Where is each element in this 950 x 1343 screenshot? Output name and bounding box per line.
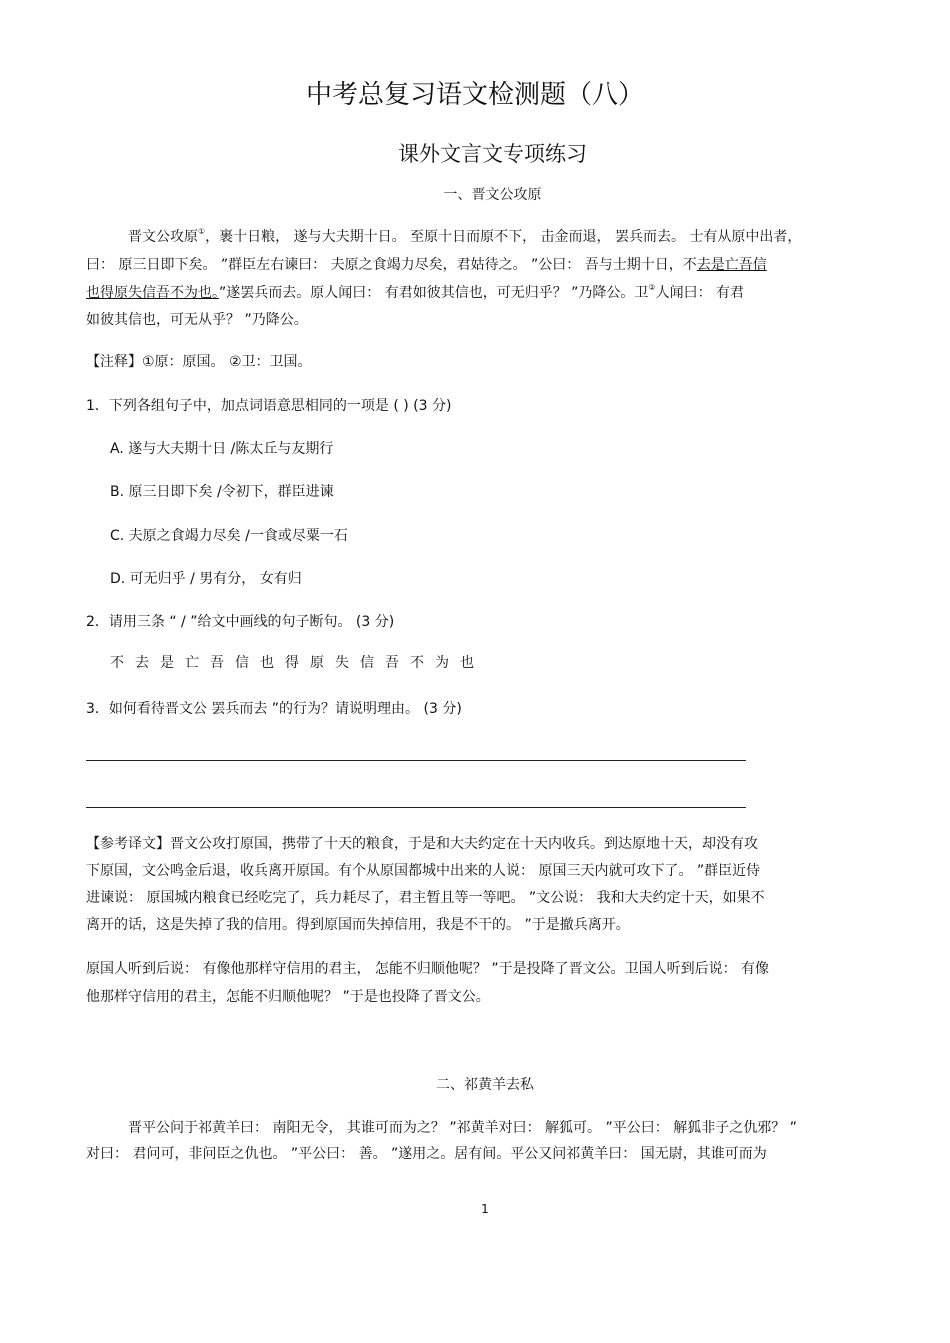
- passage-text: ”遂罢兵而去。原人闻曰： 有君如彼其信也，可无归乎？ ”乃降公。卫: [219, 285, 649, 301]
- passage2-line-2: 对曰： 君问可，非问臣之仇也。 ”平公曰： 善。 ”遂用之。居有间。平公又问祁黄羊曰： 国无尉，其谁可而为: [86, 1146, 767, 1162]
- section2-heading: 二、祁黄羊去私: [436, 1077, 534, 1093]
- passage-text: ，裹十日粮， 遂与大夫期十日。 至原十日而原不下， 击金而退， 罢兵而去。 士有从原中出者，: [205, 229, 802, 245]
- footnote-mark: ①: [198, 227, 206, 236]
- sentence-to-punctuate: 不去是亡吾信也得原失信吾不为也: [110, 655, 485, 671]
- page-number: 1: [481, 1202, 489, 1216]
- answer-line[interactable]: [86, 807, 746, 808]
- option-a: A. 遂与大夫期十日 /陈太丘与友期行: [110, 441, 334, 457]
- question-1: 1．下列各组句子中，加点词语意思相同的一项是 ( ) (3 分): [86, 398, 452, 414]
- page-subtitle: 课外文言文专项练习: [398, 142, 587, 166]
- page-title: 中考总复习语文检测题（八）: [305, 80, 644, 110]
- question-2: 2．请用三条 “ / ”给文中画线的句子断句。 (3 分): [86, 614, 395, 630]
- underlined-sentence: 也得原失信吾不为也。: [86, 285, 219, 301]
- section1-heading: 一、晋文公攻原: [443, 187, 542, 203]
- underlined-sentence: 去是亡吾信: [696, 257, 767, 273]
- translation-line-2: 下原国，文公鸣金后退，收兵离开原国。有个从原国都城中出来的人说： 原国三天内就可攻下了。 ”群臣近侍: [86, 863, 761, 879]
- option-c: C. 夫原之食竭力尽矣 /一食或尽粟一石: [110, 528, 348, 544]
- option-b: B. 原三日即下矣 /令初下，群臣进谏: [110, 484, 334, 500]
- passage-line-3: [86, 283, 744, 305]
- passage-text: 晋文公攻原: [128, 229, 198, 245]
- option-d: D. 可无归乎 / 男有分， 女有归: [110, 571, 302, 587]
- passage-line-4: 如彼其信也，可无从乎？ ”乃降公。: [86, 312, 308, 328]
- translation-line-6: 他那样守信用的君主，怎能不归顺他呢？ ”于是也投降了晋文公。: [86, 989, 490, 1005]
- translation-line-1: 【参考译文】晋文公攻打原国，携带了十天的粮食，于是和大夫约定在十天内收兵。到达原地十天，却没有攻: [86, 836, 758, 852]
- passage2-line-1: 晋平公问于祁黄羊曰： 南阳无令， 其谁可而为之？ ”祁黄羊对曰： 解狐可。 ”平公曰： 解狐非子之仇邪？ ”: [128, 1120, 797, 1136]
- passage-line-1: [128, 227, 801, 249]
- passage-text: 人闻曰： 有君: [655, 285, 745, 301]
- question-3: 3．如何看待晋文公 罢兵而去 ”的行为？请说明理由。 (3 分): [86, 701, 462, 717]
- translation-line-5: 原国人听到后说： 有像他那样守信用的君主， 怎能不归顺他呢？ ”于是投降了晋文公。卫国人听到后说： 有像: [86, 961, 770, 977]
- footnote-mark: ②: [648, 283, 656, 292]
- passage-text: 曰： 原三日即下矣。 ”群臣左右谏曰： 夫原之食竭力尽矣，君姑待之。 ”公曰： 吾与士期十日，不: [86, 257, 697, 273]
- annotation-notes: 【注释】①原：原国。 ②卫：卫国。: [86, 354, 312, 370]
- passage-line-2: [86, 255, 767, 275]
- translation-line-4: 离开的话，这是失掉了我的信用。得到原国而失掉信用，我是不干的。 ”于是撤兵离开。: [86, 917, 630, 933]
- translation-line-3: 进谏说： 原国城内粮食已经吃完了，兵力耗尽了，君主暂且等一等吧。 ”文公说： 我和大夫约定十天，如果不: [86, 890, 765, 906]
- answer-line[interactable]: [86, 760, 746, 761]
